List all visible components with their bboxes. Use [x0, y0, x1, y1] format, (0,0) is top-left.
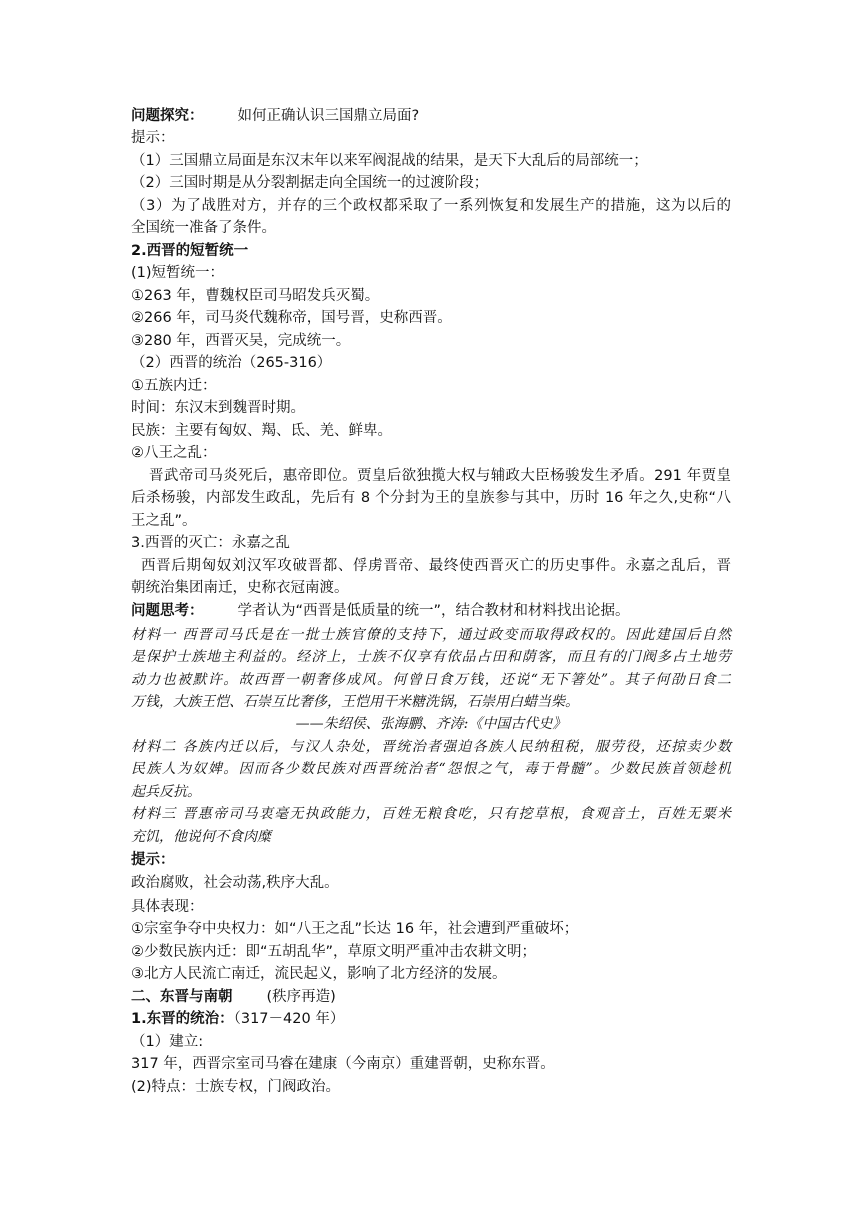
text-line: （3）为了战胜对方，并存的三个政权都采取了一系列恢复和发展生产的措施，这为以后的 — [131, 198, 731, 214]
section-title: 1.东晋的统治： — [131, 1011, 234, 1027]
text-line: ③北方人民流亡南迁，流民起义，影响了北方经济的发展。 — [131, 966, 507, 982]
text-line: 时间：东汉末到魏晋时期。 — [131, 400, 305, 416]
text-line: 民族：主要有匈奴、羯、氐、羌、鲜卑。 — [131, 423, 392, 439]
material-line: 是保护士族地主利益的。经济上，士族不仅享有依品占田和荫客，而且有的门阀多占土地劳 — [131, 649, 731, 665]
material-line: 动力也被默许。故西晋一朝奢侈成风。何曾日食万钱，还说“无下箸处”。其子何劭日食二 — [131, 672, 731, 688]
text-line: ①263 年，曹魏权臣司马昭发兵灭蜀。 — [131, 288, 380, 304]
material-line: 材料三 晋惠帝司马衷毫无执政能力，百姓无粮食吃，只有挖草根，食观音土，百姓无粟米 — [131, 806, 731, 822]
hint-heading: 提示： — [131, 852, 175, 868]
text-line: (2)特点：士族专权，门阀政治。 — [131, 1079, 341, 1095]
text-line: 晋武帝司马炎死后，惠帝即位。贾皇后欲独揽大权与辅政大臣杨骏发生矛盾。291 年贾皇 — [149, 468, 731, 484]
chapter-heading — [131, 986, 731, 1008]
text-line: （1）三国鼎立局面是东汉末年以来军阀混战的结果，是天下大乱后的局部统一； — [131, 153, 648, 169]
question-heading — [131, 600, 731, 622]
inquiry-label: 问题探究： — [131, 108, 204, 124]
citation: ——朱绍侯、张海鹏、齐涛:《中国古代史》 — [295, 716, 567, 732]
text-line: ②266 年，司马炎代魏称帝，国号晋，史称西晋。 — [131, 310, 452, 326]
section-heading: 2.西晋的短暂统一 — [131, 243, 249, 259]
section-heading: 3.西晋的灭亡：永嘉之乱 — [131, 535, 290, 551]
text-line: ②八王之乱： — [131, 445, 217, 461]
text-line: ②少数民族内迁：即“五胡乱华”，草原文明严重冲击农耕文明； — [131, 944, 537, 960]
text-line: 政治腐败，社会动荡,秩序大乱。 — [131, 875, 339, 891]
text-line: 317 年，西晋宗室司马睿在建康（今南京）重建晋朝，史称东晋。 — [131, 1056, 555, 1072]
section-heading — [131, 1008, 731, 1030]
text-line: （2）三国时期是从分裂割据走向全国统一的过渡阶段； — [131, 175, 489, 191]
material-line: 万钱，大族王恺、石崇互比奢侈，王恺用干米糖洗锅，石崇用白蜡当柴。 — [131, 694, 579, 710]
text-line: (1)短暂统一： — [131, 265, 225, 281]
material-line: 民族人为奴婢。因而各少数民族对西晋统治者“怨恨之气，毒于骨髓”。少数民族首领趁机 — [131, 761, 731, 777]
inquiry-heading — [131, 105, 731, 127]
text-line: （1）建立: — [131, 1034, 204, 1050]
text-line: ①宗室争夺中央权力：如“八王之乱”长达 16 年，社会遭到严重破坏； — [131, 921, 579, 937]
material-line: 起兵反抗。 — [131, 784, 201, 800]
text-line: ③280 年，西晋灭吴，完成统一。 — [131, 333, 351, 349]
material-line: 充饥，他说何不食肉糜 — [131, 829, 271, 845]
question-label: 问题思考： — [131, 603, 204, 619]
text-line: 西晋后期匈奴刘汉军攻破晋都、俘虏晋帝、最终使西晋灭亡的历史事件。永嘉之乱后，晋 — [141, 558, 731, 574]
text-line: 王之乱”。 — [131, 513, 197, 529]
text-line: 具体表现： — [131, 899, 204, 915]
text-line: 朝统治集团南迁，史称衣冠南渡。 — [131, 580, 349, 596]
chapter-title: 二、东晋与南朝 — [131, 989, 233, 1005]
text-line: 提示： — [131, 130, 175, 146]
text-line: 全国统一准备了条件。 — [131, 220, 276, 236]
text-line: 后杀杨骏，内部发生政乱，先后有 8 个分封为王的皇族参与其中，历时 16 年之久,史称“八 — [131, 490, 731, 506]
text-line: ①五族内迁： — [131, 378, 217, 394]
material-line: 材料一 西晋司马氏是在一批士族官僚的支持下，通过政变而取得政权的。因此建国后自然 — [131, 627, 731, 643]
section-period: （317－420 年） — [233, 1011, 345, 1027]
chapter-subtitle: (秩序再造) — [266, 989, 336, 1005]
material-line: 材料二 各族内迁以后，与汉人杂处，晋统治者强迫各族人民纳租税，服劳役，还掠卖少数 — [131, 739, 731, 755]
text-line: （2）西晋的统治（265-316） — [131, 355, 332, 371]
question-text: 学者认为“西晋是低质量的统一”，结合教材和材料找出论据。 — [237, 603, 630, 619]
inquiry-question: 如何正确认识三国鼎立局面? — [237, 108, 420, 124]
